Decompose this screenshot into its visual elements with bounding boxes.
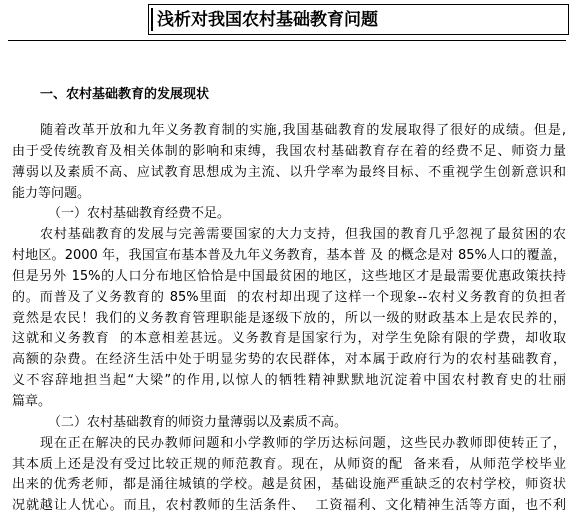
text-line: 义不容辞地担当起“大梁”的作用,以惊人的牺牲精神默默地沉淀着中国农村教育史的壮丽	[12, 373, 566, 389]
text-line: 出来的优秀老师，都是涌往城镇的学校。越是贫困，基础设施严重缺乏的农村学校，师资状	[12, 477, 566, 493]
text-line: 这就和义务教育 的本意相差甚远。义务教育是国家行为，对学生免除有限的学费，却收取	[12, 331, 566, 347]
text-line: 随着改革开放和九年义务教育制的实施,我国基础教育的发展取得了很好的成绩。但是,	[40, 123, 566, 138]
paragraph-2	[12, 225, 566, 413]
text-line: 竟然是农民！我们的义务教育管理职能是逐级下放的，所以一级的财政基本上是农民养的，	[12, 310, 566, 326]
text-line: 但是另外 15%的人口分布地区恰恰是中国最贫困的地区，这些地区才是最需要优惠政策扶持	[12, 268, 566, 284]
title-divider	[8, 40, 566, 41]
subheading-2: （二）农村基础教育的师资力量薄弱以及素质不高。	[48, 414, 348, 430]
document-body	[12, 121, 566, 517]
text-line: 其本质上还是没有受过比较正规的师范教育。现在，从师资的配 备来看，从师范学校毕业	[12, 456, 566, 472]
text-line: 况就越让人忧心。而且，农村教师的生活条件、 工资福利、文化精神生活等方面，也不利	[12, 498, 566, 514]
paragraph-3	[12, 434, 566, 517]
paragraph-1	[12, 121, 566, 204]
text-line: 现在正在解决的民办教师问题和小学教师的学历达标问题，这些民办教师即使转正了，	[40, 435, 566, 451]
title-box	[148, 4, 569, 35]
text-line: 农村基础教育的发展与完善需要国家的大力支持，但我国的教育几乎忽视了最贫困的农	[40, 227, 566, 243]
text-line: 高额的杂费。在经济生活中处于明显劣势的农民群体，对本属于政府行为的农村基础教育，	[12, 352, 566, 368]
section-heading: 一、农村基础教育的发展现状	[40, 87, 210, 102]
title-accent-bar	[151, 8, 153, 31]
text-line: 村地区。2000 年，我国宣布基本普及九年义务教育，基本普 及 的概念是对 85%人口的覆盖，	[12, 248, 566, 264]
text-line: 能力等问题。	[12, 185, 91, 201]
text-line: 的。而普及了义务教育的 85%里面 的农村却出现了这样一个现象--农村义务教育的负担者	[12, 289, 566, 305]
document-title: 浅析对我国农村基础教育问题	[157, 10, 378, 30]
text-line: 薄弱以及素质不高、应试教育思想成为主流、以升学率为最终目标、不重视学生创新意识和	[12, 164, 566, 180]
text-line: 篇章。	[12, 393, 52, 409]
text-line: 由于受传统教育及相关体制的影响和束缚，我国农村基础教育存在着的经费不足、师资力量	[12, 143, 566, 159]
subheading-1: （一）农村基础教育经费不足。	[48, 206, 231, 222]
